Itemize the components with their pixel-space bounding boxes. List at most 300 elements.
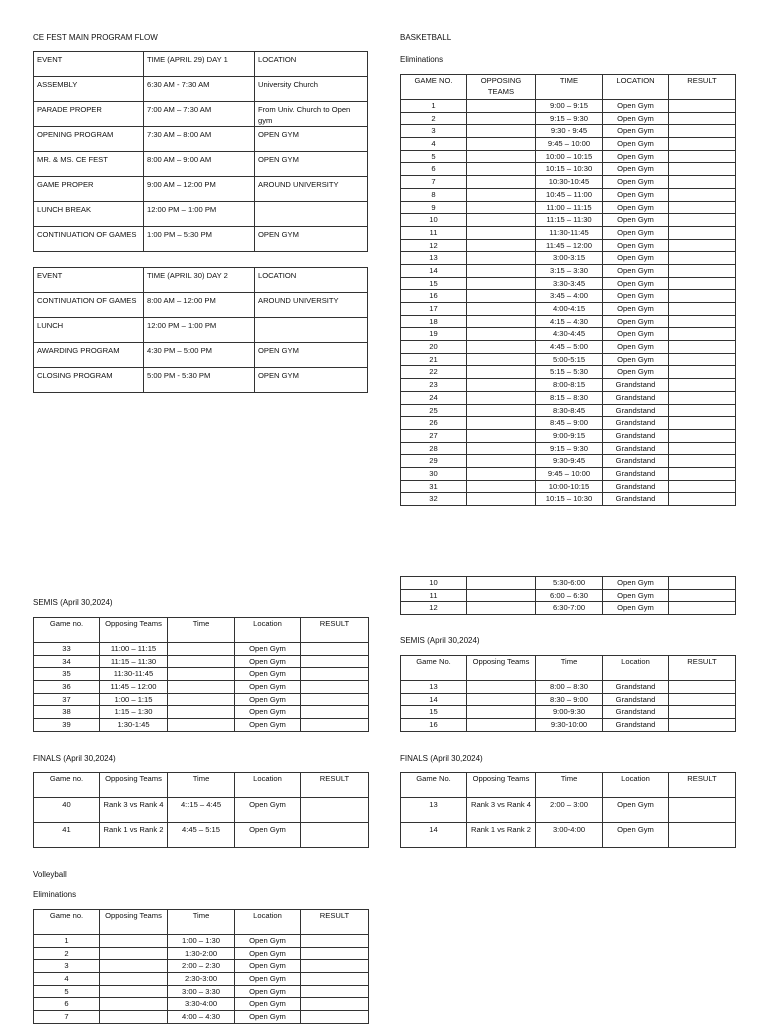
table-cell: Open Gym bbox=[603, 353, 669, 366]
table-row bbox=[34, 127, 368, 152]
table-row bbox=[34, 318, 368, 343]
table-cell: 9:15 – 9:30 bbox=[536, 442, 603, 455]
table-row bbox=[401, 455, 736, 468]
column-header: Game No. bbox=[401, 773, 467, 798]
table-cell bbox=[100, 985, 168, 998]
table-cell bbox=[301, 823, 369, 848]
table-cell: Grandstand bbox=[603, 391, 669, 404]
table-cell: Open Gym bbox=[235, 947, 301, 960]
column-header: RESULT bbox=[301, 618, 369, 643]
program-title: CE FEST MAIN PROGRAM FLOW bbox=[33, 33, 158, 42]
table-cell: Open Gym bbox=[603, 226, 669, 239]
column-header: EVENT bbox=[34, 52, 144, 77]
table-cell: Open Gym bbox=[603, 150, 669, 163]
table-cell: 10 bbox=[401, 577, 467, 590]
table-cell bbox=[669, 379, 736, 392]
table-cell: Open Gym bbox=[235, 935, 301, 948]
table-cell: 8:15 – 8:30 bbox=[536, 391, 603, 404]
table-cell bbox=[669, 100, 736, 113]
table-row bbox=[401, 693, 736, 706]
table-row bbox=[34, 202, 368, 227]
column-header: Location bbox=[603, 773, 669, 798]
table-row bbox=[34, 368, 368, 393]
table-cell bbox=[669, 429, 736, 442]
table-row bbox=[34, 643, 369, 656]
table-cell: 28 bbox=[401, 442, 467, 455]
table-row bbox=[34, 668, 369, 681]
table-cell bbox=[669, 328, 736, 341]
basketball-semis-table-header-row bbox=[34, 618, 369, 643]
column-header: Location bbox=[235, 618, 301, 643]
table-cell: AROUND UNIVERSITY bbox=[255, 177, 368, 202]
table-cell bbox=[168, 655, 235, 668]
column-header: RESULT bbox=[669, 656, 736, 681]
table-row bbox=[34, 719, 369, 732]
table-cell: Open Gym bbox=[603, 214, 669, 227]
table-cell: Open Gym bbox=[235, 960, 301, 973]
table-cell bbox=[669, 138, 736, 151]
column-header: Game no. bbox=[34, 773, 100, 798]
table-cell: 4:30-4:45 bbox=[536, 328, 603, 341]
basketball-finals-title: FINALS (April 30,2024) bbox=[33, 754, 116, 763]
table-cell: 20 bbox=[401, 341, 467, 354]
table-cell: 11:00 – 11:15 bbox=[100, 643, 168, 656]
table-cell: 3 bbox=[401, 125, 467, 138]
table-cell: 15 bbox=[401, 706, 467, 719]
column-header: EVENT bbox=[34, 268, 144, 293]
table-cell: 13 bbox=[401, 681, 467, 694]
table-cell bbox=[467, 602, 536, 615]
table-cell: 4:00-4:15 bbox=[536, 303, 603, 316]
table-cell bbox=[467, 201, 536, 214]
table-cell bbox=[669, 693, 736, 706]
table-row bbox=[401, 112, 736, 125]
table-cell: Open Gym bbox=[235, 719, 301, 732]
table-cell: 6 bbox=[401, 163, 467, 176]
table-cell: 1:00 – 1:30 bbox=[168, 935, 235, 948]
table-cell bbox=[669, 577, 736, 590]
table-row bbox=[401, 264, 736, 277]
table-cell bbox=[168, 719, 235, 732]
table-row bbox=[401, 493, 736, 506]
table-cell: 27 bbox=[401, 429, 467, 442]
column-header: Opposing Teams bbox=[100, 773, 168, 798]
table-cell: Grandstand bbox=[603, 429, 669, 442]
table-cell bbox=[467, 163, 536, 176]
table-cell bbox=[467, 577, 536, 590]
table-cell: Open Gym bbox=[603, 264, 669, 277]
table-cell bbox=[100, 998, 168, 1011]
table-cell bbox=[301, 947, 369, 960]
column-header: LOCATION bbox=[255, 268, 368, 293]
table-row bbox=[401, 391, 736, 404]
table-row bbox=[401, 328, 736, 341]
table-cell: 8:45 – 9:00 bbox=[536, 417, 603, 430]
table-cell: Grandstand bbox=[603, 404, 669, 417]
table-cell: 37 bbox=[34, 693, 100, 706]
table-cell: Grandstand bbox=[603, 467, 669, 480]
table-cell: 1:15 – 1:30 bbox=[100, 706, 168, 719]
table-cell: Grandstand bbox=[603, 693, 669, 706]
volleyball-semis-title: SEMIS (April 30,2024) bbox=[400, 636, 480, 645]
table-cell bbox=[467, 417, 536, 430]
table-cell: 2:00 – 2:30 bbox=[168, 960, 235, 973]
column-header: RESULT bbox=[301, 773, 369, 798]
table-cell: CONTINUATION OF GAMES bbox=[34, 293, 144, 318]
table-cell: Open Gym bbox=[603, 303, 669, 316]
table-cell: OPEN GYM bbox=[255, 127, 368, 152]
column-header: Time bbox=[168, 910, 235, 935]
table-cell: 4 bbox=[401, 138, 467, 151]
table-cell: 7 bbox=[401, 176, 467, 189]
table-cell: Open Gym bbox=[235, 681, 301, 694]
volleyball-finals-table-header-row bbox=[401, 773, 736, 798]
table-cell: 1:30-2:00 bbox=[168, 947, 235, 960]
table-cell: 1 bbox=[401, 100, 467, 113]
table-row bbox=[401, 239, 736, 252]
table-cell: Open Gym bbox=[235, 823, 301, 848]
table-cell: 32 bbox=[401, 493, 467, 506]
table-row bbox=[34, 693, 369, 706]
table-cell: OPEN GYM bbox=[255, 368, 368, 393]
table-cell: 14 bbox=[401, 264, 467, 277]
column-header: RESULT bbox=[301, 910, 369, 935]
basketball-elim-table-header-row bbox=[401, 75, 736, 100]
table-cell: 10:15 – 10:30 bbox=[536, 493, 603, 506]
table-cell: 8:00 AM – 9:00 AM bbox=[144, 152, 255, 177]
table-row bbox=[401, 467, 736, 480]
table-cell bbox=[467, 214, 536, 227]
table-cell bbox=[669, 341, 736, 354]
table-row bbox=[401, 589, 736, 602]
table-cell: Open Gym bbox=[235, 798, 301, 823]
table-cell: 5:00-5:15 bbox=[536, 353, 603, 366]
table-cell: CONTINUATION OF GAMES bbox=[34, 227, 144, 252]
table-row bbox=[401, 226, 736, 239]
table-cell: 14 bbox=[401, 693, 467, 706]
column-header: RESULT bbox=[669, 773, 736, 798]
table-cell: 9:15 – 9:30 bbox=[536, 112, 603, 125]
table-cell: 4::15 – 4:45 bbox=[168, 798, 235, 823]
table-cell: 3:15 – 3:30 bbox=[536, 264, 603, 277]
table-cell bbox=[669, 823, 736, 848]
table-row bbox=[401, 303, 736, 316]
table-cell: 11:30-11:45 bbox=[100, 668, 168, 681]
basketball-finals-table bbox=[33, 772, 369, 848]
table-cell: LUNCH BREAK bbox=[34, 202, 144, 227]
table-cell: 3:30-3:45 bbox=[536, 277, 603, 290]
table-cell: 19 bbox=[401, 328, 467, 341]
table-cell: 31 bbox=[401, 480, 467, 493]
volleyball-elim-cont-table bbox=[400, 576, 736, 615]
table-cell bbox=[669, 188, 736, 201]
table-cell: 7 bbox=[34, 1011, 100, 1024]
table-cell: Open Gym bbox=[235, 1011, 301, 1024]
column-header: Opposing Teams bbox=[100, 618, 168, 643]
table-cell bbox=[467, 341, 536, 354]
table-cell bbox=[467, 239, 536, 252]
table-cell: 16 bbox=[401, 719, 467, 732]
table-cell: 3:00-4:00 bbox=[536, 823, 603, 848]
basketball-semis-title: SEMIS (April 30,2024) bbox=[33, 598, 113, 607]
table-cell: 9:30-9:45 bbox=[536, 455, 603, 468]
basketball-elim-title: Eliminations bbox=[400, 55, 444, 64]
table-cell bbox=[467, 693, 536, 706]
table-row bbox=[34, 343, 368, 368]
table-cell: Rank 1 vs Rank 2 bbox=[100, 823, 168, 848]
table-cell bbox=[100, 960, 168, 973]
table-cell: 5 bbox=[401, 150, 467, 163]
table-cell bbox=[669, 391, 736, 404]
table-row bbox=[401, 429, 736, 442]
table-cell: 29 bbox=[401, 455, 467, 468]
table-cell: 21 bbox=[401, 353, 467, 366]
day1-table-header-row bbox=[34, 52, 368, 77]
table-row bbox=[34, 227, 368, 252]
table-cell bbox=[467, 125, 536, 138]
column-header: LOCATION bbox=[255, 52, 368, 77]
table-cell: 4 bbox=[34, 973, 100, 986]
table-cell: 15 bbox=[401, 277, 467, 290]
table-cell: 4:00 – 4:30 bbox=[168, 1011, 235, 1024]
table-cell bbox=[669, 455, 736, 468]
table-row bbox=[401, 176, 736, 189]
table-cell: Grandstand bbox=[603, 493, 669, 506]
table-row bbox=[401, 290, 736, 303]
table-cell bbox=[301, 655, 369, 668]
volleyball-semis-table bbox=[400, 655, 736, 732]
table-cell: 5:30-6:00 bbox=[536, 577, 603, 590]
table-cell: 12 bbox=[401, 239, 467, 252]
table-cell: Open Gym bbox=[603, 163, 669, 176]
table-row bbox=[401, 798, 736, 823]
table-cell: 3:00 – 3:30 bbox=[168, 985, 235, 998]
table-row bbox=[401, 719, 736, 732]
table-cell: 10 bbox=[401, 214, 467, 227]
table-cell: 2:30-3:00 bbox=[168, 973, 235, 986]
table-row bbox=[34, 177, 368, 202]
table-cell: Open Gym bbox=[603, 315, 669, 328]
table-cell: 1:30-1:45 bbox=[100, 719, 168, 732]
table-row bbox=[34, 973, 369, 986]
table-cell: 7:00 AM – 7:30 AM bbox=[144, 102, 255, 127]
table-row bbox=[34, 935, 369, 948]
table-cell: 8:00-8:15 bbox=[536, 379, 603, 392]
table-row bbox=[401, 706, 736, 719]
table-cell bbox=[669, 404, 736, 417]
table-cell: 13 bbox=[401, 252, 467, 265]
table-cell: 12:00 PM – 1:00 PM bbox=[144, 318, 255, 343]
table-cell bbox=[255, 318, 368, 343]
table-row bbox=[401, 315, 736, 328]
table-cell: Open Gym bbox=[235, 693, 301, 706]
table-cell: 12:00 PM – 1:00 PM bbox=[144, 202, 255, 227]
table-cell: 11:00 – 11:15 bbox=[536, 201, 603, 214]
table-cell bbox=[669, 201, 736, 214]
table-cell bbox=[467, 264, 536, 277]
table-cell bbox=[467, 112, 536, 125]
table-cell: 8 bbox=[401, 188, 467, 201]
table-row bbox=[401, 442, 736, 455]
table-cell bbox=[669, 493, 736, 506]
table-cell bbox=[301, 935, 369, 948]
table-cell bbox=[669, 467, 736, 480]
column-header: Time bbox=[536, 656, 603, 681]
table-cell bbox=[301, 706, 369, 719]
table-cell: 22 bbox=[401, 366, 467, 379]
volleyball-title: Volleyball bbox=[33, 870, 67, 879]
table-cell: 40 bbox=[34, 798, 100, 823]
table-cell: 4:45 – 5:00 bbox=[536, 341, 603, 354]
table-cell: AROUND UNIVERSITY bbox=[255, 293, 368, 318]
table-cell: 6:00 – 6:30 bbox=[536, 589, 603, 602]
table-cell: 25 bbox=[401, 404, 467, 417]
table-cell: Open Gym bbox=[603, 798, 669, 823]
table-cell: 11:45 – 12:00 bbox=[536, 239, 603, 252]
table-cell: CLOSING PROGRAM bbox=[34, 368, 144, 393]
table-cell bbox=[168, 681, 235, 694]
table-cell: 33 bbox=[34, 643, 100, 656]
table-cell: 1:00 PM – 5:30 PM bbox=[144, 227, 255, 252]
table-cell bbox=[301, 798, 369, 823]
table-cell bbox=[255, 202, 368, 227]
table-cell bbox=[467, 589, 536, 602]
table-cell: 4:15 – 4:30 bbox=[536, 315, 603, 328]
table-cell bbox=[467, 391, 536, 404]
table-cell: 6:30 AM - 7:30 AM bbox=[144, 77, 255, 102]
table-cell: Grandstand bbox=[603, 480, 669, 493]
column-header: OPPOSING TEAMS bbox=[467, 75, 536, 100]
table-cell: Open Gym bbox=[603, 176, 669, 189]
table-row bbox=[401, 100, 736, 113]
table-row bbox=[34, 706, 369, 719]
table-cell bbox=[301, 1011, 369, 1024]
table-cell bbox=[467, 328, 536, 341]
table-cell: Open Gym bbox=[603, 290, 669, 303]
table-cell: 11:45 – 12:00 bbox=[100, 681, 168, 694]
table-cell: 11:30-11:45 bbox=[536, 226, 603, 239]
table-row bbox=[401, 379, 736, 392]
column-header: Location bbox=[235, 910, 301, 935]
table-cell: 9:45 – 10:00 bbox=[536, 467, 603, 480]
table-row bbox=[34, 960, 369, 973]
table-cell: OPEN GYM bbox=[255, 152, 368, 177]
table-cell: 24 bbox=[401, 391, 467, 404]
table-cell: Open Gym bbox=[603, 602, 669, 615]
column-header: RESULT bbox=[669, 75, 736, 100]
table-cell: 12 bbox=[401, 602, 467, 615]
table-row bbox=[401, 125, 736, 138]
table-cell bbox=[669, 798, 736, 823]
table-cell bbox=[669, 480, 736, 493]
table-row bbox=[401, 602, 736, 615]
table-cell bbox=[669, 417, 736, 430]
table-cell: 10:45 – 11:00 bbox=[536, 188, 603, 201]
table-cell: 9:00 – 9:15 bbox=[536, 100, 603, 113]
table-row bbox=[401, 353, 736, 366]
table-cell: 6 bbox=[34, 998, 100, 1011]
column-header: TIME (APRIL 30) DAY 2 bbox=[144, 268, 255, 293]
table-cell: Grandstand bbox=[603, 455, 669, 468]
table-cell bbox=[467, 277, 536, 290]
table-cell: Open Gym bbox=[603, 277, 669, 290]
column-header: Location bbox=[603, 656, 669, 681]
table-row bbox=[401, 417, 736, 430]
table-cell: 11 bbox=[401, 226, 467, 239]
table-cell: 5:00 PM - 5:30 PM bbox=[144, 368, 255, 393]
table-cell bbox=[301, 973, 369, 986]
table-cell: 8:30-8:45 bbox=[536, 404, 603, 417]
table-cell bbox=[669, 125, 736, 138]
table-cell: 9 bbox=[401, 201, 467, 214]
table-cell: 11:15 – 11:30 bbox=[100, 655, 168, 668]
table-cell: 13 bbox=[401, 798, 467, 823]
table-cell: Rank 1 vs Rank 2 bbox=[467, 823, 536, 848]
column-header: Game No. bbox=[401, 656, 467, 681]
table-cell: 9:30 - 9:45 bbox=[536, 125, 603, 138]
table-cell: Open Gym bbox=[235, 973, 301, 986]
basketball-semis-table bbox=[33, 617, 369, 732]
table-cell: 3:45 – 4:00 bbox=[536, 290, 603, 303]
table-cell bbox=[669, 706, 736, 719]
table-cell bbox=[467, 290, 536, 303]
table-cell: 2:00 – 3:00 bbox=[536, 798, 603, 823]
table-cell: 10:30-10:45 bbox=[536, 176, 603, 189]
table-cell: 6:30-7:00 bbox=[536, 602, 603, 615]
table-cell bbox=[467, 719, 536, 732]
table-cell: Open Gym bbox=[603, 188, 669, 201]
table-cell bbox=[100, 947, 168, 960]
table-cell: Open Gym bbox=[235, 668, 301, 681]
table-cell: GAME PROPER bbox=[34, 177, 144, 202]
table-row bbox=[401, 201, 736, 214]
table-cell: Grandstand bbox=[603, 706, 669, 719]
table-cell: Open Gym bbox=[603, 823, 669, 848]
table-cell bbox=[168, 643, 235, 656]
table-cell bbox=[168, 693, 235, 706]
table-cell bbox=[467, 353, 536, 366]
table-cell: 36 bbox=[34, 681, 100, 694]
table-row bbox=[401, 163, 736, 176]
table-cell: 10:00 – 10:15 bbox=[536, 150, 603, 163]
table-cell bbox=[669, 442, 736, 455]
table-row bbox=[401, 577, 736, 590]
table-cell: Open Gym bbox=[603, 252, 669, 265]
table-cell bbox=[467, 226, 536, 239]
table-cell: Open Gym bbox=[603, 201, 669, 214]
table-cell bbox=[467, 706, 536, 719]
table-cell: 9:00 AM – 12:00 PM bbox=[144, 177, 255, 202]
day1-table bbox=[33, 51, 368, 252]
table-cell: 26 bbox=[401, 417, 467, 430]
table-cell: Open Gym bbox=[603, 100, 669, 113]
table-row bbox=[34, 998, 369, 1011]
table-cell bbox=[669, 264, 736, 277]
table-cell bbox=[669, 214, 736, 227]
table-cell bbox=[168, 706, 235, 719]
table-cell: Rank 3 vs Rank 4 bbox=[100, 798, 168, 823]
table-cell: 7:30 AM – 8:00 AM bbox=[144, 127, 255, 152]
table-cell: Open Gym bbox=[603, 239, 669, 252]
table-cell: Open Gym bbox=[235, 985, 301, 998]
table-cell: 39 bbox=[34, 719, 100, 732]
table-cell: ASSEMBLY bbox=[34, 77, 144, 102]
table-cell: Open Gym bbox=[235, 998, 301, 1011]
table-cell: PARADE PROPER bbox=[34, 102, 144, 127]
table-cell bbox=[301, 998, 369, 1011]
table-cell bbox=[467, 150, 536, 163]
column-header: Game no. bbox=[34, 618, 100, 643]
